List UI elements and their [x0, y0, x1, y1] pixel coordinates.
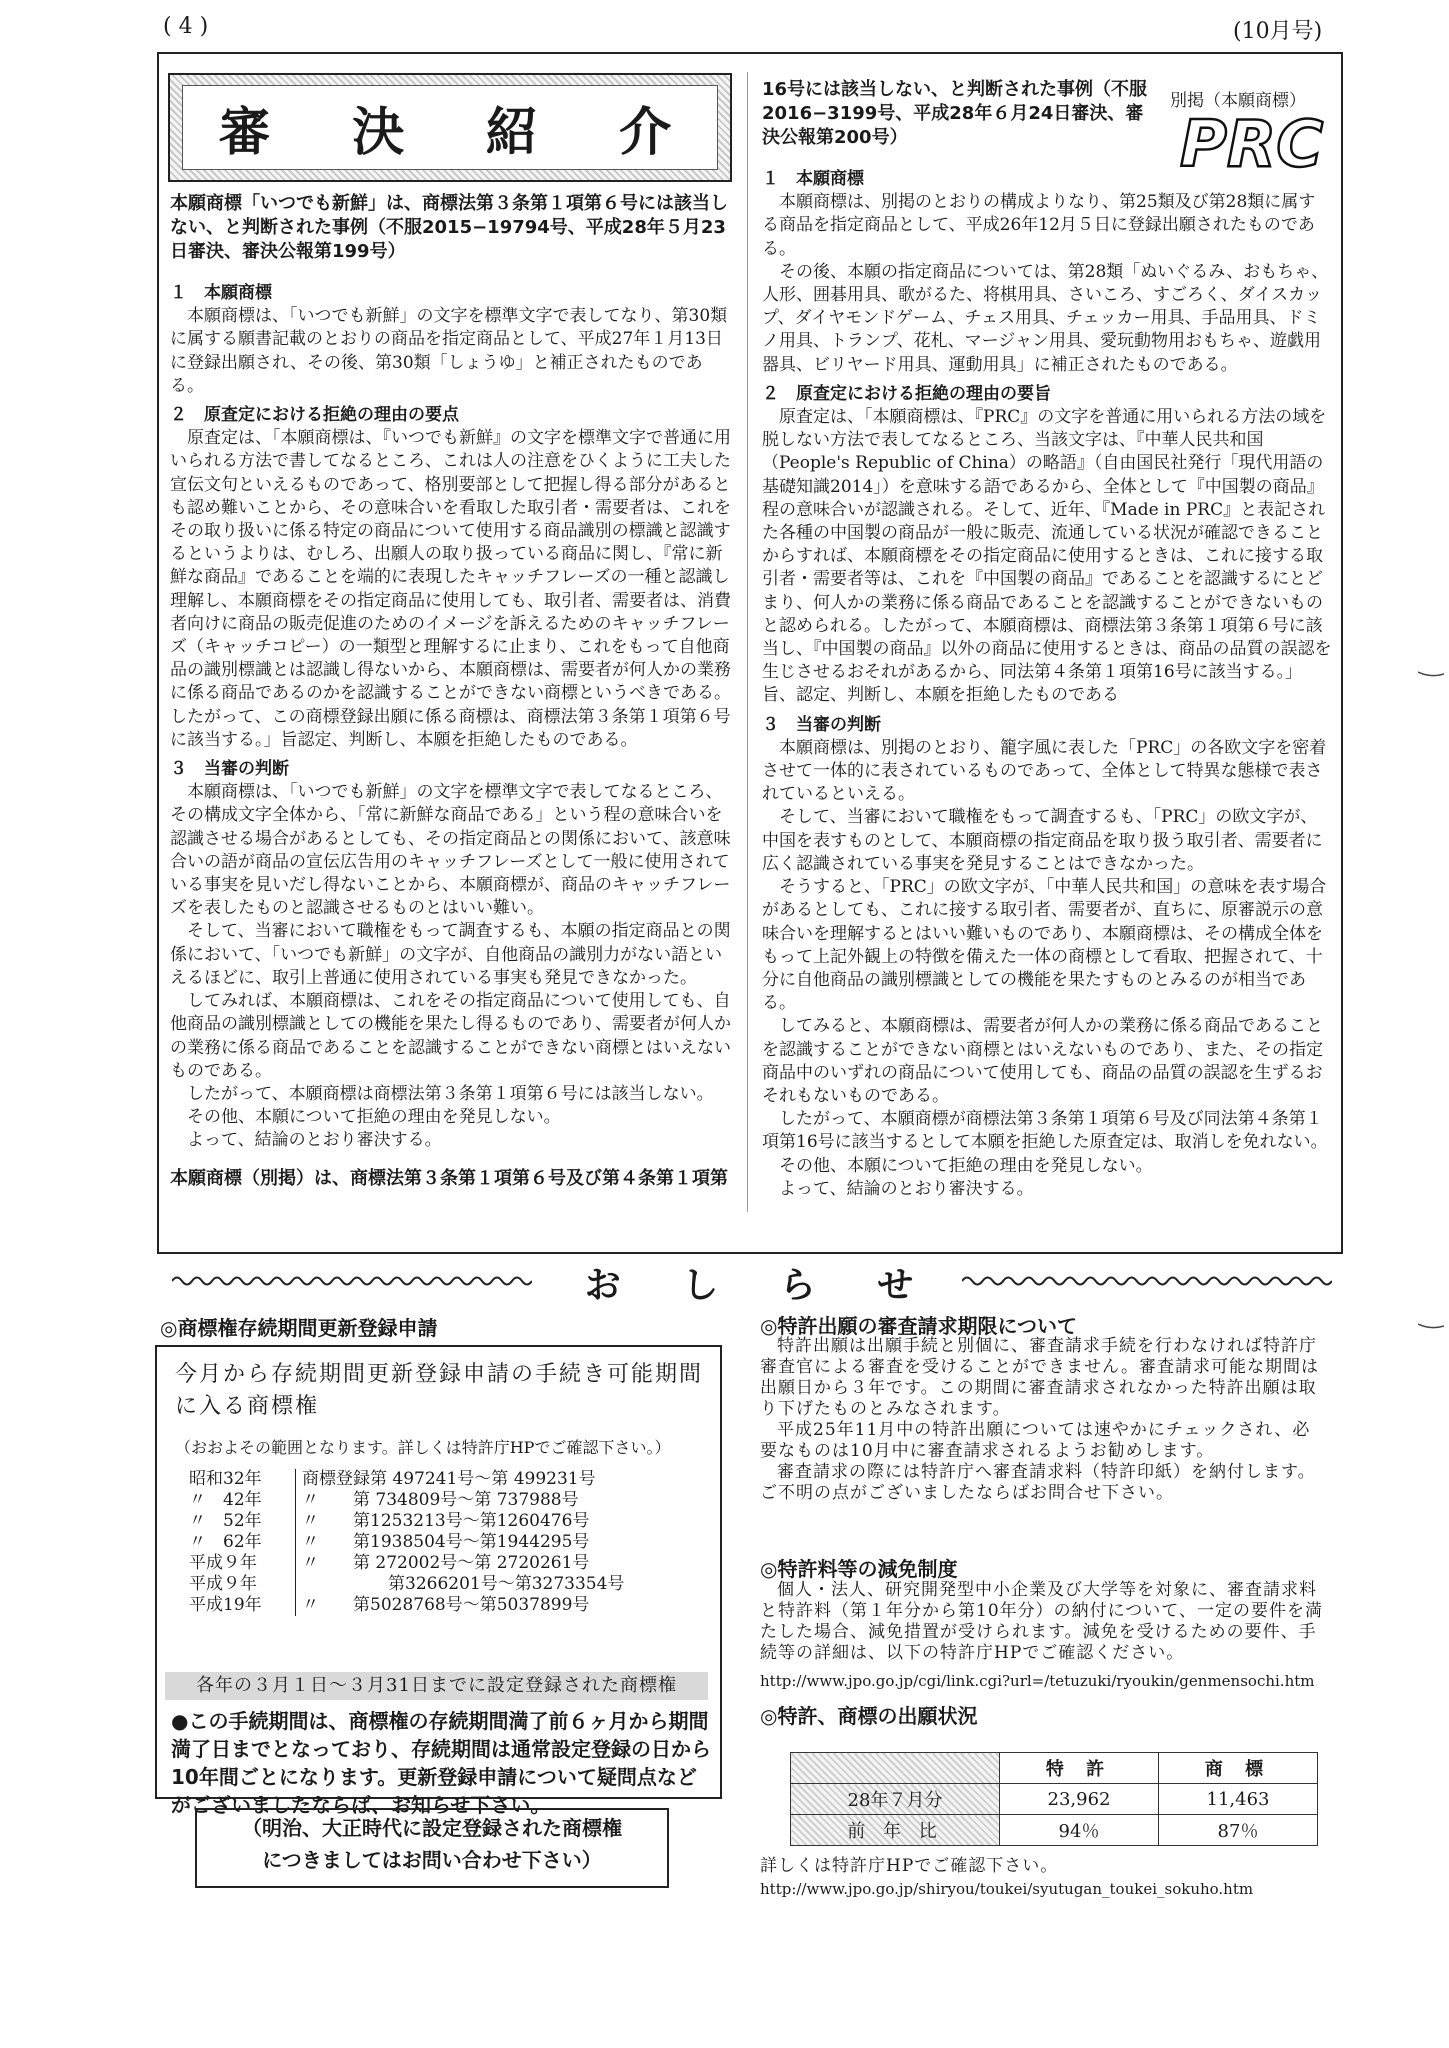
margin-tick-mark	[1418, 670, 1444, 678]
beppyo-label: 別掲（本願商標）	[1170, 91, 1306, 111]
table-row	[183, 1490, 693, 1511]
title-char: 介	[619, 103, 682, 163]
meiji-note-line: （明治、大正時代に設定登録された商標権	[242, 1816, 622, 1840]
value-cell: 11,463	[1159, 1784, 1318, 1815]
stats-note: 詳しくは特許庁HPでご確認下さい。	[760, 1856, 1059, 1876]
renewal-box-note: （おおよその範囲となります。詳しくは特許庁HPでご確認下さい。）	[175, 1438, 671, 1457]
case2-heading-2: ２ 原査定における拒絶の理由の要旨	[762, 383, 1051, 404]
genmen-text	[760, 1580, 1325, 1664]
renewal-table	[183, 1469, 693, 1616]
case2-lead: 16号には該当しない、と判断された事例（不服2016−3199号、平成28年６月24日審決、審決公報第200号）	[762, 79, 1148, 148]
range-cell: 〃 第 272002号～第 2720261号	[302, 1553, 590, 1573]
case2-paragraph: 原査定は、「本願商標は、『PRC』の文字を普通に用いられる方法の域を脱しない方法で表してなるところ、当該文字は、『中華人民共和国（People's Republic of China）の略語』（自由国民社発行「現代用語の基礎知識2014」）を意味する語であるから、全体として『中国製の商品』程の意味合いが認識される。そして、近年、『Made in PRC』と表記された各種の中国製の商品が一般に販売、流通している状況が確認できることからすれば、本願商標をその指定商品に使用するときは、これに接する取引者・需要者等は、これを『中国製の商品』であることを認識するにとどまり、何人かの業務に係る商品であることを認識することができないものと認められる。したがって、本願商標は、商標法第３条第１項第６号に該当し、『中国製の商品』以外の商品に使用するときは、商品の品質の誤認を生じさせるおそれがあるから、同法第４条第１項第16号に該当する。」旨、認定、判断し、本願を拒絶したものである	[762, 407, 1332, 706]
case2-paragraph: その他、本願について拒絶の理由を発見しない。	[779, 1155, 1153, 1176]
value-cell: 94％	[1000, 1815, 1159, 1846]
oshirase-char: お	[584, 1264, 621, 1306]
title-char: 審	[218, 103, 281, 163]
shinsa-heading: ◎特許出願の審査請求期限について	[760, 1314, 1078, 1338]
oshirase-char: ら	[779, 1264, 816, 1306]
case1-column	[170, 192, 733, 1190]
table-row	[791, 1784, 1318, 1815]
table-row	[791, 1753, 1318, 1784]
header-cell-patent: 特 許	[1000, 1753, 1159, 1784]
case2-paragraph: したがって、本願商標が商標法第３条第１項第６号及び同法第４条第１項第16号に該当するとして本願を拒絶した原査定は、取消しを免れない。	[762, 1109, 1328, 1153]
era-cell: 〃 42年	[183, 1490, 296, 1511]
case2-paragraph: してみると、本願商標は、需要者が何人かの業務に係る商品であることを認識することができない商標とはいえないものであり、また、その指定商品中のいずれの商品について使用しても、商品の品質の誤認を生ずるおそれもないものである。	[762, 1016, 1323, 1106]
era-cell: 平成９年	[183, 1574, 296, 1595]
prc-trademark-logo	[1176, 108, 1336, 174]
genmen-paragraph: 個人・法人、研究開発型中小企業及び大学等を対象に、審査請求料と特許料（第１年分から第10年分）の納付について、一定の要件を満たした場合、減免措置が受けられます。減免を受けるための要件、手続等の詳細は、以下の特許庁HPでご確認ください。	[760, 1580, 1323, 1663]
era-cell: 平成９年	[183, 1553, 296, 1574]
case2-heading-1: １ 本願商標	[762, 169, 864, 189]
renewal-box-title: 今月から存続期間更新登録申請の手続き可能期間に入る商標権	[175, 1362, 704, 1419]
case1-paragraph: そして、当審において職権をもって調査するも、本願の指定商品との関係において、「いつでも新鮮」の文字が、自他商品の識別力がない語といえるほどに、取引上普通に使用されている事実も発見できなかった。	[170, 921, 731, 988]
page-number: ( 4 )	[163, 14, 209, 39]
table-row	[183, 1574, 693, 1595]
case1-paragraph: したがって、本願商標は商標法第３条第１項第６号には該当しない。	[187, 1083, 714, 1104]
range-cell: 〃 第5028768号～第5037899号	[302, 1595, 590, 1615]
case2-paragraph: 本願商標は、別掲のとおり、籠字風に表した「PRC」の各欧文字を密着させて一体的に表されているものであって、全体として特異な態様で表されているといえる。	[762, 737, 1327, 805]
row-label: 28年７月分	[791, 1784, 1000, 1815]
header-cell-trademark: 商 標	[1159, 1753, 1318, 1784]
case1-paragraph: 本願商標は、「いつでも新鮮」の文字を標準文字で表してなるところ、その構成文字全体から、「常に新鮮な商品である」という程の意味合いを認識させる場合があるとしても、その指定商品との関係において、該意味合いの語が商品の宣伝広告用のキャッチフレーズとして一般に使用されている事実を見いだし得ないことから、本願商標が、商品のキャッチフレーズを表したものと認識させるものとはいい難い。	[170, 782, 731, 919]
oshirase-banner	[157, 1262, 1341, 1306]
row-label: 前 年 比	[791, 1815, 1000, 1846]
era-cell: 平成19年	[183, 1595, 296, 1616]
value-cell: 87％	[1159, 1815, 1318, 1846]
case2-lead-start: 本願商標（別掲）は、商標法第３条第１項第６号及び第４条第１項第	[170, 1167, 728, 1189]
section-title	[182, 85, 718, 170]
case2-paragraph: 本願商標は、別掲のとおりの構成よりなり、第25類及び第28類に属する商品を指定商品として、平成26年12月５日に登録出願されたものである。	[762, 192, 1316, 259]
oshirase-title	[554, 1262, 944, 1306]
case2-paragraph: よって、結論のとおり審決する。	[779, 1178, 1034, 1199]
stats-url-link[interactable]: http://www.jpo.go.jp/shiryou/toukei/syutugan_toukei_sokuho.htm	[760, 1880, 1254, 1898]
column-divider	[747, 72, 748, 1212]
case2-heading-3: ３ 当審の判断	[762, 714, 881, 735]
case1-heading-3: ３ 当審の判断	[170, 759, 289, 780]
section-title-box	[168, 73, 732, 182]
renewal-heading: ◎商標権存続期間更新登録申請	[160, 1316, 438, 1340]
range-cell: 〃 第 734809号～第 737988号	[302, 1490, 579, 1510]
table-row	[183, 1553, 693, 1574]
range-cell: 〃 第1938504号～第1944295号	[302, 1532, 590, 1552]
era-cell: 〃 62年	[183, 1532, 296, 1553]
prc-logo-text: PRC	[1180, 108, 1324, 174]
table-row	[183, 1532, 693, 1553]
range-cell: 第3266201号～第3273354号	[388, 1574, 625, 1594]
table-row	[183, 1469, 693, 1490]
case1-paragraph: 原査定は、「本願商標は、『いつでも新鮮』の文字を標準文字で普通に用いられる方法で書してなるところ、これは人の注意をひくように工夫した宣伝文句といえるものであって、格別要部として把握し得る部分があるとも認め難いことから、その意味合いを看取した取引者・需要者は、これをその取り扱いに係る特定の商品について使用する商品識別の標識と認識するというよりは、むしろ、出願人の取り扱っている商品に関し、『常に新鮮な商品』であることを端的に表現したキャッチフレーズの一種と認識し理解し、本願商標をその指定商品に使用しても、取引者、需要者は、消費者向けに商品の販売促進のためのイメージを訴えるためのキャッチフレーズ（キャッチコピー）の一類型と理解するに止まり、これをもって自他商品の識別標識とは認識し得ないから、本願商標は、需要者が何人かの業務に係る商品であるのかを認識することができない商標というべきである。したがって、この商標登録出願に係る商標は、商標法第３条第１項第６号に該当する。」旨認定、判断し、本願を拒絶したものである。	[170, 428, 731, 750]
issue-label: (10月号)	[1233, 19, 1323, 44]
case1-paragraph: その他、本願について拒絶の理由を発見しない。	[187, 1107, 561, 1128]
shaded-note: 各年の３月１日～３月31日までに設定登録された商標権	[165, 1672, 708, 1700]
range-cell: 〃 第1253213号～第1260476号	[302, 1511, 590, 1531]
era-cell: 昭和32年	[183, 1469, 296, 1490]
wave-decoration	[962, 1274, 1332, 1288]
stats-table	[790, 1752, 1318, 1846]
case1-paragraph: よって、結論のとおり審決する。	[187, 1130, 442, 1151]
case1-paragraph: 本願商標は、「いつでも新鮮」の文字を標準文字で表してなり、第30類に属する願書記載のとおりの商品を指定商品として、平成27年１月13日に登録出願され、その後、第30類「しょうゆ」と補正されたものである。	[170, 306, 728, 396]
table-row	[183, 1511, 693, 1532]
case1-paragraph: してみれば、本願商標は、これをその指定商品について使用しても、自他商品の識別標識としての機能を果たし得るものであり、需要者が何人かの業務に係る商品であることを認識することができない商標とはいえないものである。	[170, 991, 731, 1081]
shinsa-paragraph: 平成25年11月中の特許出願については速やかにチェックされ、必要なものは10月中に審査請求されるようお勧めします。	[760, 1420, 1311, 1461]
shinsa-paragraph: 特許出願は出願手続と別個に、審査請求手続を行わなければ特許庁審査官による審査を受けることができません。審査請求可能な期間は出願日から３年です。この期間に審査請求されなかった特許出願は取り下げたものとみなされます。	[760, 1336, 1320, 1419]
shinsa-text	[760, 1336, 1325, 1504]
shinsa-paragraph: 審査請求の際には特許庁へ審査請求料（特許印紙）を納付します。ご不明の点がございましたならばお問合せ下さい。	[760, 1462, 1316, 1503]
case2-paragraph: そして、当審において職権をもって調査するも、「PRC」の欧文字が、中国を表すものとして、本願商標の指定商品を取り扱う取引者、需要者に広く認識されている事実を発見することはできなかった。	[762, 807, 1323, 874]
wave-decoration	[172, 1274, 532, 1288]
table-row	[183, 1595, 693, 1616]
table-row	[791, 1815, 1318, 1846]
case2-column	[762, 78, 1332, 1201]
genmen-heading: ◎特許料等の減免制度	[760, 1557, 958, 1581]
case2-paragraph: そうすると、「PRC」の欧文字が、「中華人民共和国」の意味を表す場合があるとしても、これに接する取引者、需要者が、直ちに、原審説示の意味合いを理解するとはいい難いものであり、本願商標は、その構成全体をもって上記外観上の特徴を備えた一体の商標として看取、把握されて、十分に自他商品の識別標識としての機能を果たすものとみるのが相当である。	[762, 877, 1327, 1014]
genmen-url-link[interactable]: http://www.jpo.go.jp/cgi/link.cgi?url=/tetuzuki/ryoukin/genmensochi.htm	[760, 1672, 1315, 1690]
title-char: 決	[352, 103, 415, 163]
case1-heading-2: ２ 原査定における拒絶の理由の要点	[170, 405, 459, 426]
era-cell: 〃 52年	[183, 1511, 296, 1532]
value-cell: 23,962	[1000, 1784, 1159, 1815]
case1-lead: 本願商標「いつでも新鮮」は、商標法第３条第１項第６号には該当しない、と判断された事例（不服2015−19794号、平成28年５月23日審決、審決公報第199号）	[170, 193, 728, 262]
range-cell: 商標登録第 497241号～第 499231号	[302, 1469, 596, 1489]
stats-heading: ◎特許、商標の出願状況	[760, 1704, 978, 1728]
margin-tick-mark	[1418, 1322, 1444, 1330]
oshirase-char: せ	[877, 1264, 914, 1306]
case1-heading-1: １ 本願商標	[170, 283, 272, 303]
meiji-taisho-note-box	[195, 1808, 669, 1888]
renewal-box	[155, 1345, 722, 1817]
oshirase-char: し	[682, 1264, 719, 1306]
renewal-bullet: ●この手続期間は、商標権の存続期間満了前６ヶ月から期間満了日までとなっており、存続期間は通常設定登録の日から10年間ごとになります。更新登録申請について疑問点などがございましたならば、お知らせ下さい。	[171, 1709, 711, 1817]
meiji-note-line: につきましてはお問い合わせ下さい）	[262, 1848, 602, 1872]
title-char: 紹	[485, 103, 548, 163]
case2-paragraph: その後、本願の指定商品については、第28類「ぬいぐるみ、おもちゃ、人形、囲碁用具、歌がるた、将棋用具、さいころ、すごろく、ダイスカップ、ダイヤモンドゲーム、チェス用具、チェッカー用具、手品用具、ドミノ用具、トランプ、花札、マージャン用具、愛玩動物用おもちゃ、遊戯用器具、ビリヤード用具、運動用具」に補正されたものである。	[762, 261, 1329, 375]
corner-cell	[791, 1753, 1000, 1784]
